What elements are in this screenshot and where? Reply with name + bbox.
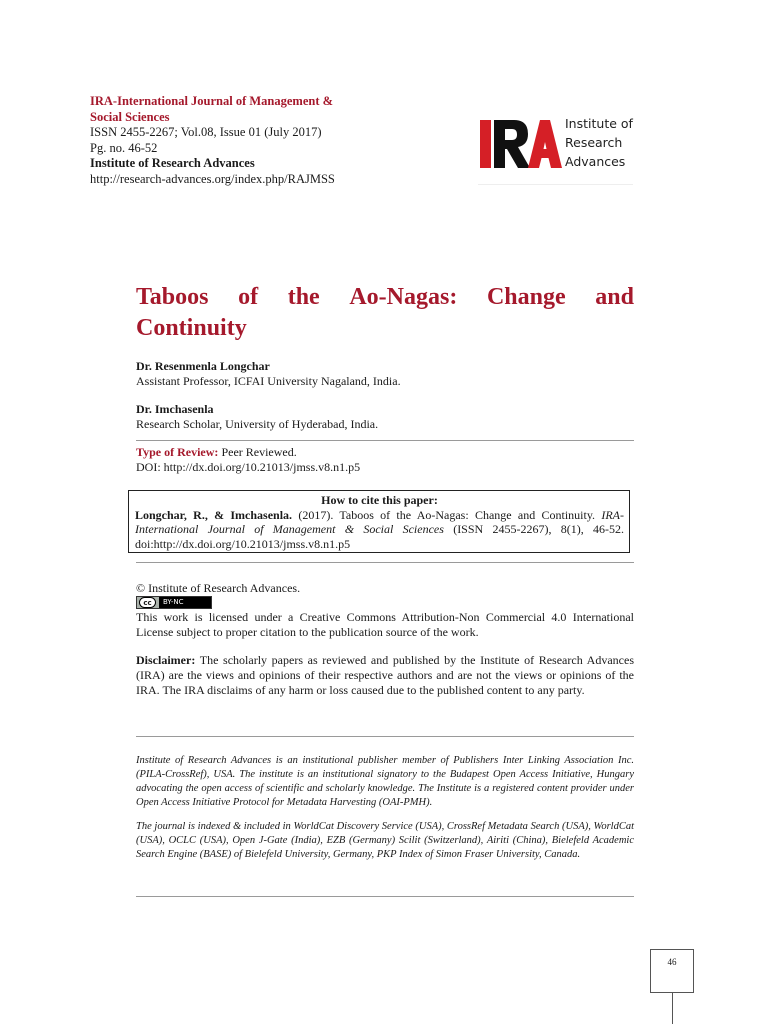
review-type: Type of Review: Peer Reviewed. <box>136 445 297 459</box>
copyright-line: © Institute of Research Advances. <box>136 581 301 595</box>
citation-text: Longchar, R., & Imchasenla. (2017). Taboos of the Ao-Nagas: Change and Continuity. IRA-International Journal of Management & Social Sciences (ISSN 2455-2267), 8(1), 46-52. doi:http://dx.doi.org/10.21013/jmss.v8.n1.p5 <box>135 507 624 551</box>
title-word: Change <box>486 284 566 310</box>
ira-logo-text: Institute of Research Advances <box>565 116 633 169</box>
paper-title <box>136 282 634 344</box>
citation-heading: How to cite this paper: <box>321 493 438 507</box>
title-word: Taboos <box>136 284 209 310</box>
author-name: Dr. Resenmenla Longchar <box>136 359 270 373</box>
ira-logo-mark <box>478 112 564 172</box>
issn-line: ISSN 2455-2267; Vol.08, Issue 01 (July 2017) <box>90 125 322 139</box>
cc-icon: cc <box>139 597 156 608</box>
institute-name: Institute of Research Advances <box>90 156 255 170</box>
license-text: This work is licensed under a Creative Commons Attribution-Non Commercial 4.0 International License subject to proper citation to the publication source of the work. <box>136 610 634 639</box>
author-1 <box>136 359 634 389</box>
author-name: Dr. Imchasenla <box>136 402 214 416</box>
section-divider <box>136 736 634 737</box>
indexing-note: The journal is indexed & included in WorldCat Discovery Service (USA), CrossRef Metadata Search (USA), WorldCat (USA), OCLC (USA), Open J-Gate (India), EZB (Germany) Scilit (Switzerland), Airiti (China), Bielefeld Academic Search Engine (BASE) of Bielefeld University, Germany, PKP Index of Simon Fraser University, Canada. <box>136 821 634 860</box>
title-word: of <box>238 284 259 310</box>
membership-note: Institute of Research Advances is an institutional publisher member of Publishers Inter Linking Association Inc. (PILA-CrossRef), USA. The institute is an institutional signatory to the Budapest Open Access Initiative, Hungary advocating the open access of scientific and scholarly knowledge. The Institute is a registered content provider under Open Access Initiative Protocol for Metadata Harvesting (OAI-PMH). <box>136 755 634 808</box>
doi-line[interactable]: DOI: http://dx.doi.org/10.21013/jmss.v8.n1.p5 <box>136 460 361 474</box>
citation-box <box>128 490 630 553</box>
review-info <box>136 445 634 475</box>
cc-terms: BY-NC <box>159 597 211 608</box>
title-line-2: Continuity <box>136 315 247 341</box>
cc-license-badge[interactable] <box>136 596 212 609</box>
logo-divider <box>478 184 633 185</box>
title-word: and <box>595 284 634 310</box>
author-affiliation: Research Scholar, University of Hyderabad, India. <box>136 417 379 431</box>
journal-name: IRA-International Journal of Management & Social Sciences <box>90 94 334 124</box>
title-line-1 <box>136 282 634 313</box>
pages-line: Pg. no. 46-52 <box>90 140 158 155</box>
ira-logo <box>478 112 633 188</box>
section-divider <box>136 562 634 563</box>
page-number: 46 <box>650 949 694 993</box>
page-number-line <box>672 993 673 1024</box>
journal-url[interactable]: http://research-advances.org/index.php/RAJMSS <box>90 171 335 186</box>
journal-header <box>90 94 390 187</box>
title-word: the <box>287 284 320 310</box>
section-divider <box>136 896 634 897</box>
author-affiliation: Assistant Professor, ICFAI University Nagaland, India. <box>136 374 401 388</box>
title-word: Ao-Nagas: <box>349 284 458 310</box>
section-divider <box>136 440 634 441</box>
author-2 <box>136 402 634 432</box>
disclaimer: Disclaimer: The scholarly papers as reviewed and published by the Institute of Research Advances (IRA) are the views and opinions of their respective authors and are not the views or opinions of the IRA. The IRA disclaims of any harm or loss caused due to the published content to any party. <box>136 653 634 697</box>
